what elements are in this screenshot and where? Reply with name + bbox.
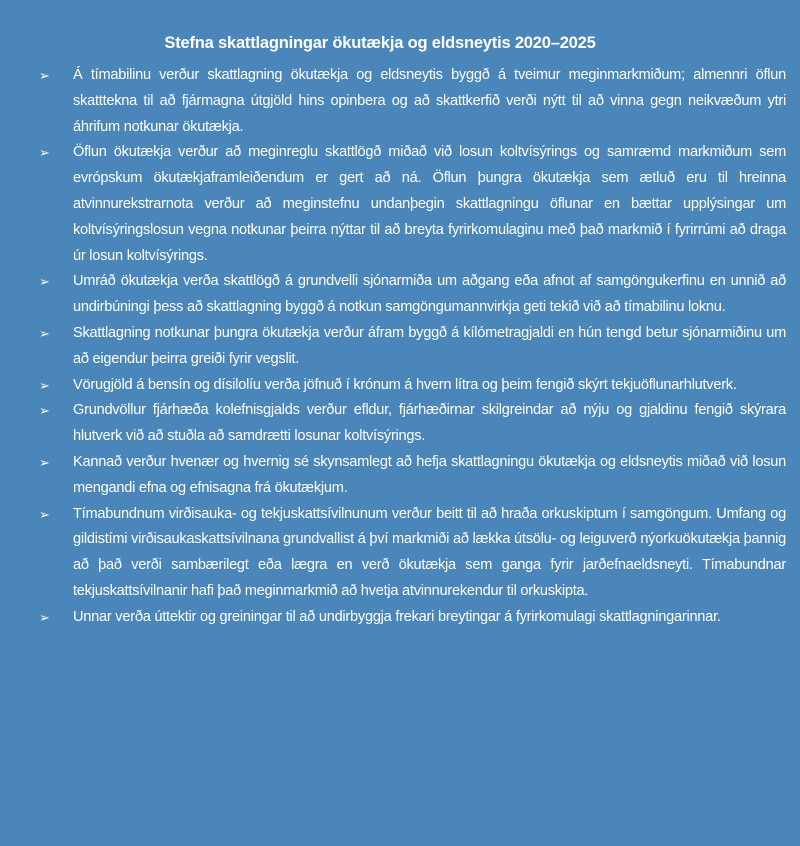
arrowhead-bullet-icon: ➢ — [39, 325, 50, 341]
arrowhead-bullet-icon: ➢ — [39, 454, 50, 470]
list-item-text: Grundvöllur fjárhæða kolefnisgjalds verður efldur, fjárhæðirnar skilgreindar að nýju og gjaldinu fengið skýrara hlutverk við að stuðla að samdrætti losunar koltvísýrings. — [73, 402, 786, 445]
list-item — [36, 605, 786, 631]
policy-list — [36, 63, 786, 631]
arrowhead-bullet-icon: ➢ — [39, 145, 50, 161]
list-item-text: Öflun ökutækja verður að meginreglu skattlögð miðað við losun koltvísýrings og samræmd markmiðum sem evrópskum ökutækjaframleiðendum er gert að ná. Öflun þungra ökutækja sem ætluð eru til hreinna atvinnurekstrarnota verður að meginstefnu undanþegin skattlagningu öflunar en bættar upplýsingar um koltvísýringslosun vegna notkunar þeirra nýttar til að breyta fyrirkomulaginu með það markmið í fyrirrúmi að draga úr losun koltvísýrings. — [73, 144, 786, 264]
list-item-text: Skattlagning notkunar þungra ökutækja verður áfram byggð á kílómetragjaldi en hún tengd betur sjónarmiðinu um að eigendur þeirra greiði fyrir vegslit. — [73, 324, 786, 367]
arrowhead-bullet-icon: ➢ — [39, 377, 50, 393]
arrowhead-bullet-icon: ➢ — [39, 403, 50, 419]
list-item-text: Unnar verða úttektir og greiningar til að undirbyggja frekari breytingar á fyrirkomulagi skattlagningarinnar. — [73, 608, 721, 625]
list-item — [36, 450, 786, 502]
list-item — [36, 269, 786, 321]
list-item — [36, 140, 786, 269]
document-title: Stefna skattlagningar ökutækja og eldsneytis 2020–2025 — [164, 34, 596, 52]
list-item-text: Tímabundnum virðisauka- og tekjuskattsívilnunum verður beitt til að hraða orkuskiptum í samgöngum. Umfang og gildistími virðisaukaskattsívilnana grundvallist á því markmiði að lækka útsölu- og leiguverð nýorkuökutækja þannig að það verði sambærilegt eða lægra en verð ökutækja sem ganga fyrir jarðefnaeldsneyti. Tímabundnar tekjuskattsívilnanir hafi það meginmarkmið að hvetja atvinnurekendur til orkuskipta. — [73, 505, 786, 599]
list-item-text: Á tímabilinu verður skattlagning ökutækja og eldsneytis byggð á tveimur meginmarkmiðum; almennri öflun skatttekna til að fjármagna útgjöld hins opinbera og að skattkerfið verði nýtt til að vinna gegn neikvæðum ytri áhrifum notkunar ökutækja. — [73, 67, 786, 135]
list-item — [36, 321, 786, 373]
list-item-text: Umráð ökutækja verða skattlögð á grundvelli sjónarmiða um aðgang eða afnot af samgöngukerfinu en unnið að undirbúningi þess að skattlagning byggð á notkun samgöngumannvirkja geti tekið við að tímabilinu loknu. — [73, 273, 786, 316]
arrowhead-bullet-icon: ➢ — [39, 506, 50, 522]
list-item-text: Kannað verður hvenær og hvernig sé skynsamlegt að hefja skattlagningu ökutækja og eldsneytis miðað við losun mengandi efna og efnisagna frá ökutækjum. — [73, 453, 786, 496]
list-item — [36, 373, 786, 399]
arrowhead-bullet-icon: ➢ — [39, 68, 50, 83]
list-item-text: Vörugjöld á bensín og dísilolíu verða jöfnuð í krónum á hvern lítra og þeim fengið skýrt tekjuöflunarhlutverk. — [73, 376, 737, 393]
arrowhead-bullet-icon: ➢ — [39, 609, 50, 625]
list-item — [36, 398, 786, 450]
list-item — [36, 502, 786, 605]
list-item — [36, 63, 786, 140]
arrowhead-bullet-icon: ➢ — [39, 274, 50, 290]
